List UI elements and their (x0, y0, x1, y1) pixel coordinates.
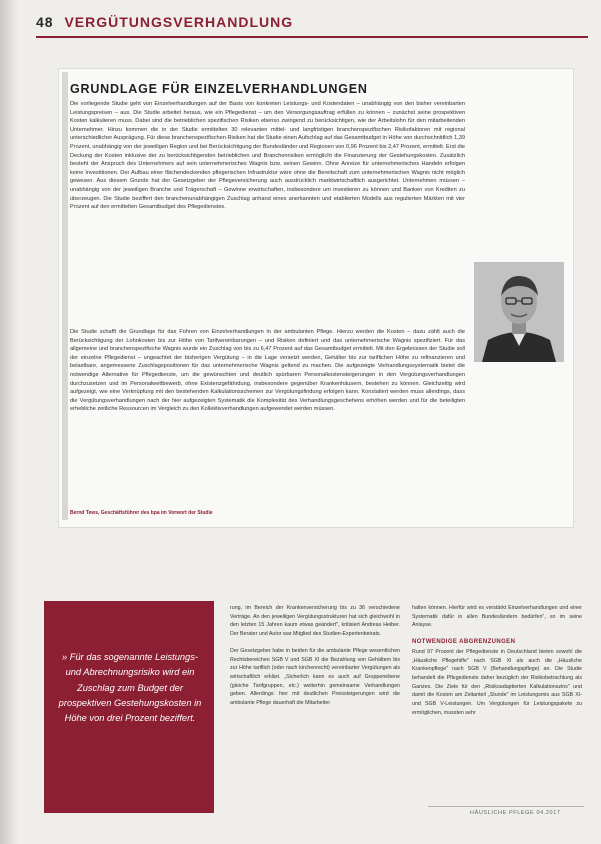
info-box-paragraph-2: Die Studie schafft die Grundlage für das Führen von Einzelverhandlungen in der ambulanten Pflege. Hierzu werden die Kosten – dazu zählt auch die Berücksichtigung der Lohnkosten bis zur Höhe von Tarifvereinbarungen – und Risiken definiert und das unternehmerische Wagnis spezifiziert. Für das allgemeine und branchenspezifische Wagnis wurde ein Zuschlag von bis zu 6,47 Prozent auf das Gesamtbudget ermittelt. Mit den Ergebnissen der Studie soll der einzelne Pflegedienst – ungeachtet der bisherigen Vergütung – in die Lage versetzt werden, Gehälter bis zur tariflichen Höhe zu refinanzieren und belastbare, angemessene Zuschlagspositionen für das unternehmerische Wagnis geltend zu machen. Die aufgezeigte Verhandlungssystematik bietet die notwendige Alternative für Pflegedienste, um die gewünschten und deutlich spürbaren Personalkostensteigerungen in den Vergütungsverhandlungen durchzusetzen und im Personalwettbewerb, ohne Existenzgefährdung, insbesondere gegenüber Krankenhäusern, bestehen zu können. Gleichzeitig wird aufgezeigt, wie eine Verknüpfung mit den bestehenden Kalkulationsschemen zur Vergütungsfindung erfolgen kann. Konstatiert werden muss allerdings, dass die Vergütungsverhandlungen nach der hier aufgezeigten Systematik die Komplexität des Verhandlungsgeschehens erhöhen werden und für die beteiligten erhebliche zeitliche Ressourcen im Vergleich zu den Kollektivverhandlungen aufgewendet werden müssen. (70, 329, 465, 413)
page-number: 48 (36, 14, 54, 30)
portrait-illustration (474, 262, 564, 362)
page-fold-shadow (0, 0, 18, 844)
info-box-title: GRUNDLAGE FÜR EINZELVERHANDLUNGEN (70, 82, 368, 96)
column-2-intro: halten können. Hierfür wird es verstärkt Einzelverhandlungen und einer Systematik dafür in allen Bundesländern bedürfen", so im seine Anlayse. (412, 605, 582, 629)
author-portrait (474, 262, 564, 362)
column-1-paragraph-2: Der Gesetzgeber habe in beiden für die ambulante Pflege wesentlichen Rechtsbereichen SGB V und SGB XI die Bezahlung von Gehältern bis zur Höhe tariflich (oder nach kirchenrecht) vereinbarter Vergütungen als wirtschaftlich erklärt. „Sicherlich kann es auch auf Gruppenebene (gleiche Tarifgruppen, etc.) weiterhin gemeinsame Verhandlungen geben. Allerdings: hier mit deutlichen Preissteigerungen wird die ambulante Pflege dauerhaft die Mitarbeiter (230, 647, 400, 707)
info-box-caption: Bernd Tews, Geschäftsführer des bpa im Vorwort der Studie (70, 510, 213, 516)
running-header (36, 14, 293, 30)
section-title: VERGÜTUNGSVERHANDLUNG (64, 14, 294, 30)
magazine-footer: HÄUSLICHE PFLEGE 04.2017 (470, 810, 561, 816)
body-column-2 (412, 604, 582, 717)
column-1-paragraph-1: rung, im Bereich der Krankenversicherung bis zu 36 verschiedene Verträge. An den jeweiligen Vergütungsstrukturen hat sich gleichwohl in den letzten 15 Jahren kaum etwas geändert", kritisiert Andreas Heiber. Der Berater und Autor war Mitglied des Studien-Expertenbeirats. (230, 605, 400, 638)
column-2-subhead: NOTWENDIGE ABGRENZUNGEN (412, 639, 516, 646)
info-box-accent (62, 72, 68, 520)
body-column-1 (230, 604, 400, 708)
column-2-body: Rund 97 Prozent der Pflegedienste in Deutschland bieten sowohl die „Häusliche Pflegehilfe" nach SGB XI als auch die „Häusliche Krankenpflege" nach SGB V (Behandlungspflege) an. Die Studie behandelt die Pflegedienste daher bezüglich der Risikobetrachtung als Ganzes. Die Ziele für den „Risikoadaptierten Kalkulationszins" und damit die Kosten am Zeitanteil „Stunde" im Leistungsmix aus SGB XI- und SGB V-Leistungen. Um Vergütungen für Leistungspakete zu ermöglichen, mussten sehr (412, 648, 582, 716)
header-rule (36, 36, 588, 38)
footer-rule (428, 806, 584, 807)
pull-quote: » Für das sogenannte Leistungs- und Abrechnungsrisiko wird ein Zuschlag zum Budget der prospektiven Gestehungskosten in Höhe von drei Prozent beziffert. (58, 652, 202, 724)
info-box-paragraph-1: Die vorliegende Studie geht von Einzelverhandlungen auf der Basis von konkreten Leistungs- und Kostendaten – unabhängig von den bisher vereinbarten Leistungspreisen – aus. Die Studie arbeitet heraus, wie ein Pflegedienst – um den Versorgungsauftrag erfüllen zu können – zunächst seine prospektiven Kosten kalkulieren muss. Dabei sind die betrieblichen spezifischen Risiken ebenso zwingend zu berücksichtigen, wie der Arbeitslohn für den mitarbeitenden Unternehmer. Hinzu kommen die in der Studie ermittelten 30 relevanten mittel- und langfristigen branchenspezifischen Risikofaktoren mit regional unterschiedlicher Ausprägung. Für diese branchenspezifischen Risiken hat die Studie einen Aufschlag auf das Gesamtbudget in Höhe von durchschnittlich 1,39 Prozent, unabhängig von der jeweiligen Region und bei Berücksichtigung der Bundesländer und Regionen von 0,96 Prozent bis 2,47 Prozent, ermittelt. Erst die Deckung der Kosten inklusive der zu berücksichtigenden betrieblichen und Branchenrisiken ermöglicht die Finanzierung der Gestehungskosten. Zusätzlich besteht der Anspruch des Unternehmers auf sein unternehmerisches Wagnis bzw. seinen Gewinn. Ohne Anreize für unternehmerisches Handeln erfolgen keine Investitionen. Der Aufbau einer flächendeckenden pflegerischen Infrastruktur wäre ohne die Bereitschaft zum unternehmerischen Wagnis nicht möglich gewesen. Aus diesem Grunde hat der Gesetzgeber der Pflegeversicherung auch ausdrücklich marktwirtschaftlich ausgerichtet. Unternehmen müssen – unabhängig von der jeweiligen Branche und Trägerschaft – Gewinne erwirtschaften, insbesondere um investieren zu können und Banken von Krediten zu überzeugen. Die Studie beziffert den branchenunabhängigen Zuschlag anhand eines anerkannten und etablierten Modells aus regulierten Märkten mit vier Prozent auf den ermittelten Gesamtbudget des Pflegedienstes. (70, 101, 465, 211)
